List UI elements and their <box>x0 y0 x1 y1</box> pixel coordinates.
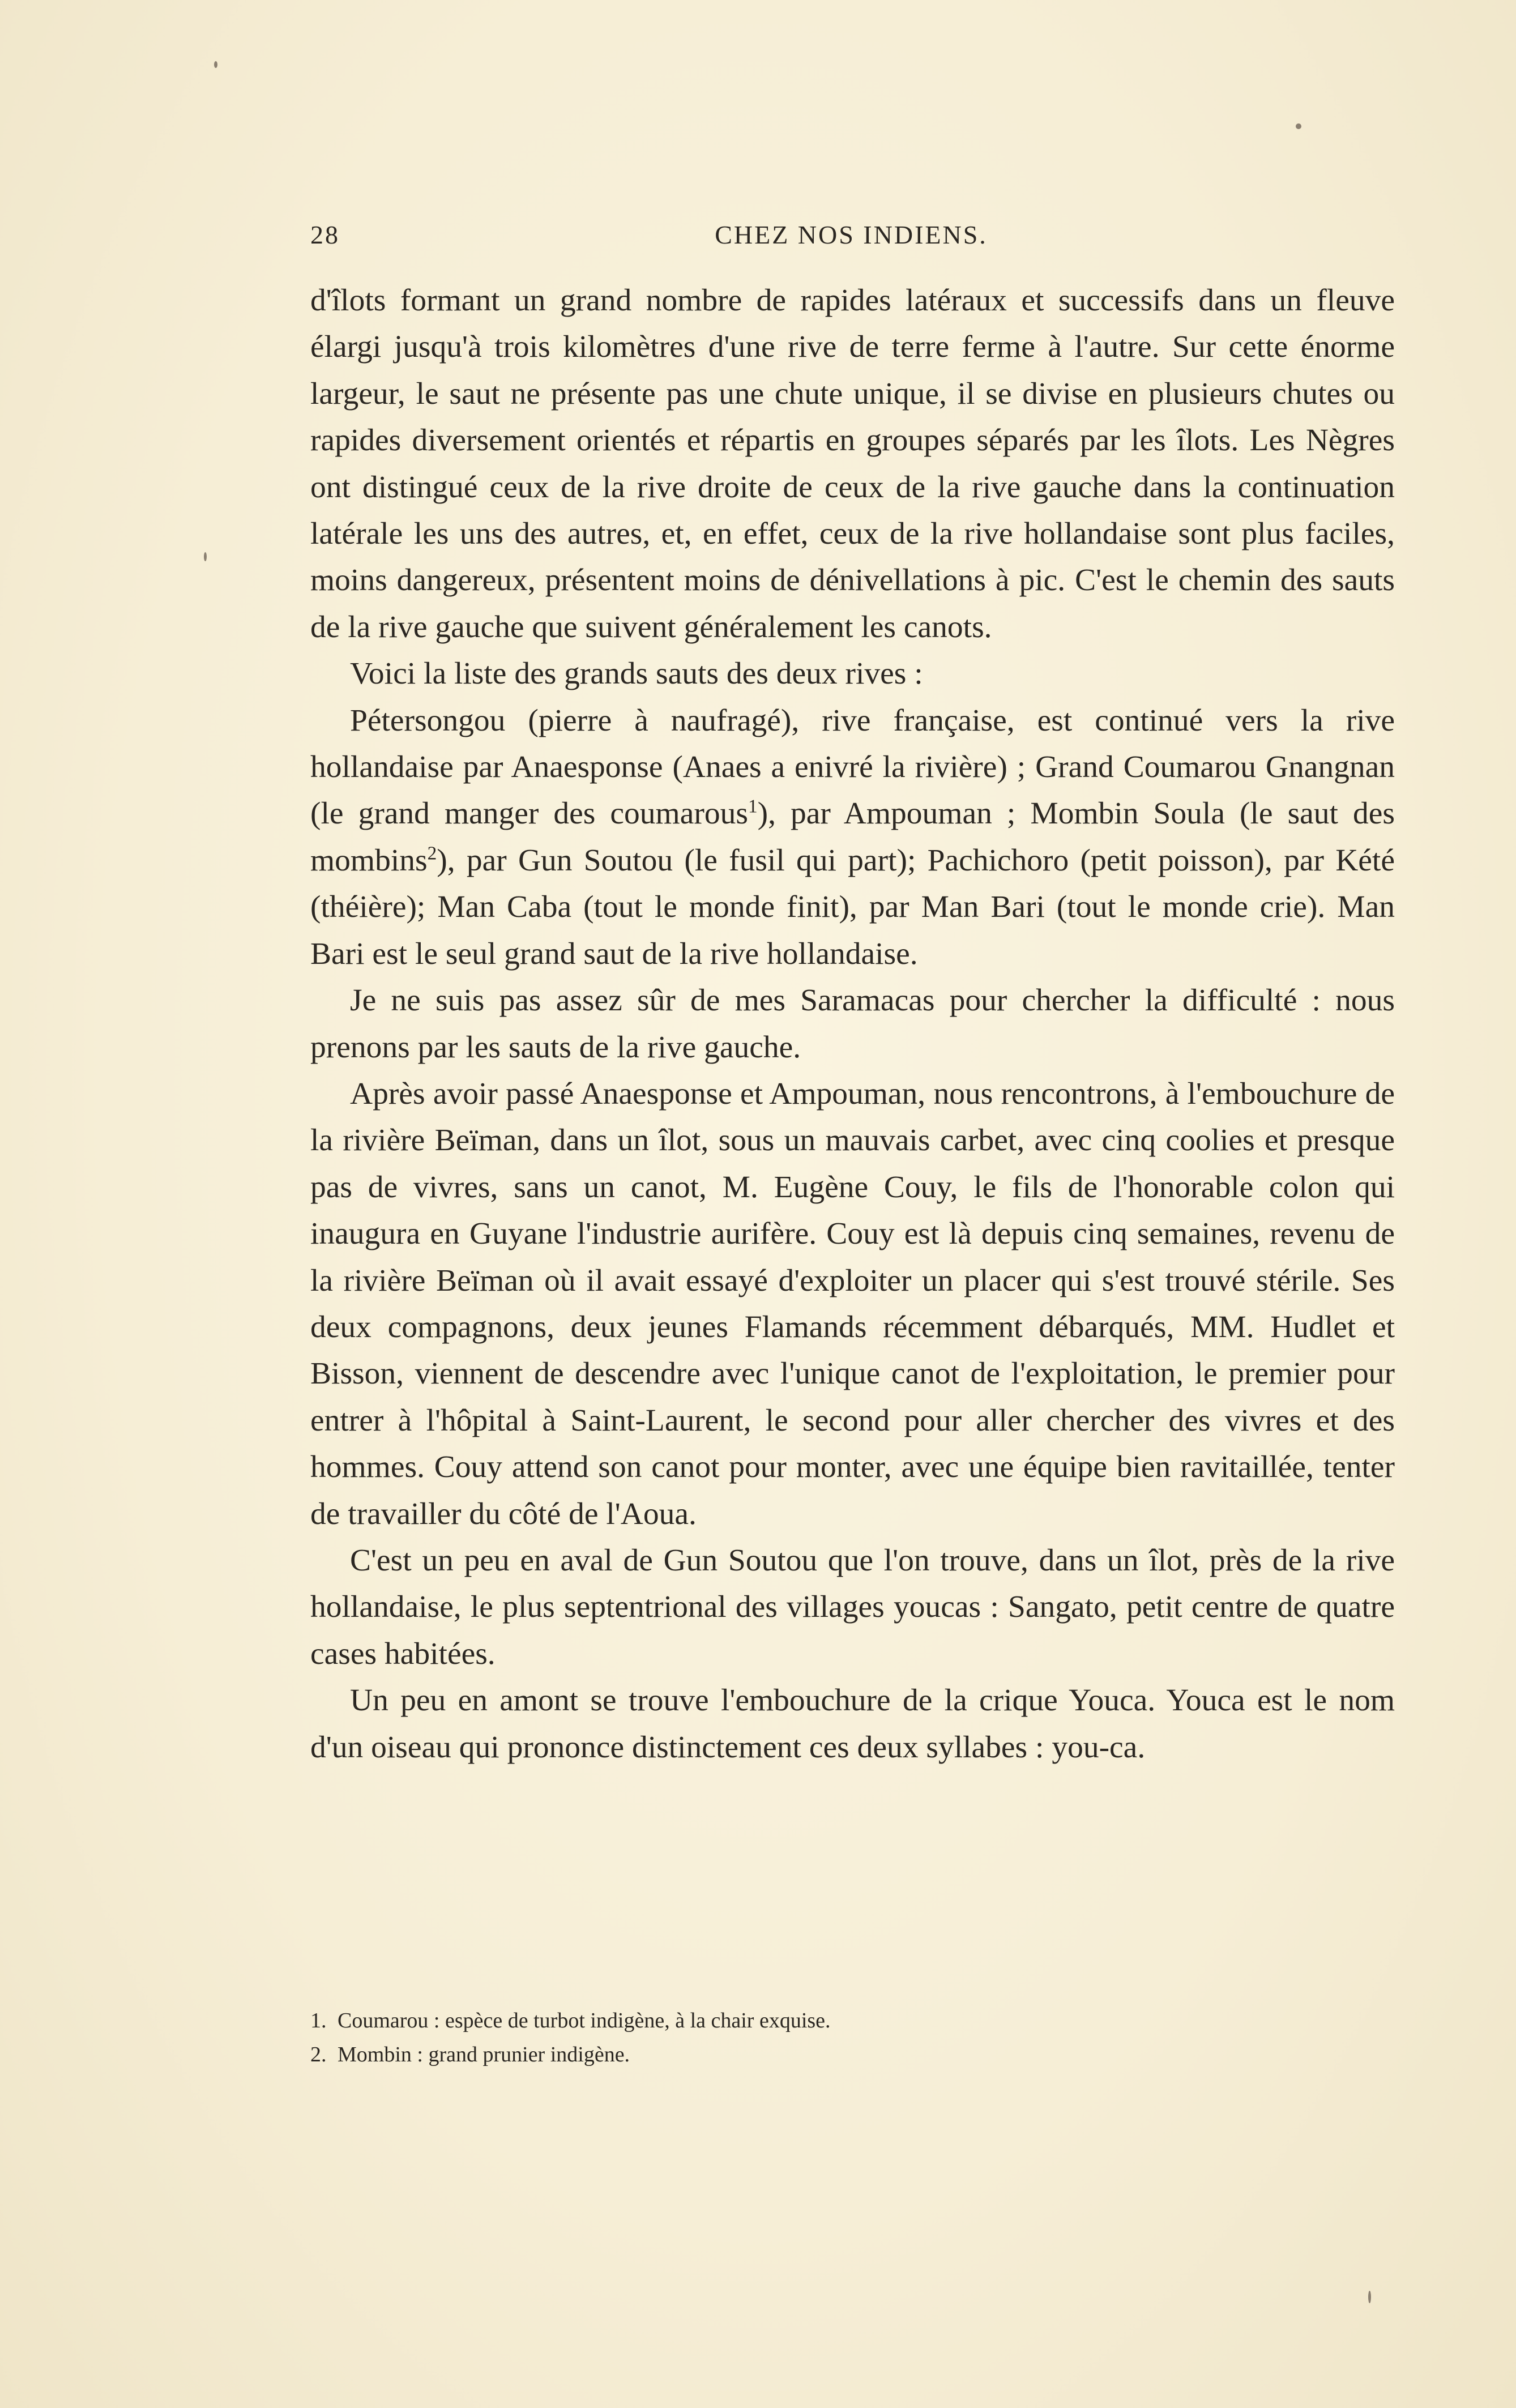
paragraph-text: Pétersongou (pierre à naufragé), rive française, est continué vers la rive hollandaise par Anaesponse (Anaes a enivré la rivière) ; Grand Coumarou Gnangnan (le grand manger des coumarous <box>310 703 1395 831</box>
paragraph-text: ), par Gun Soutou (le fusil qui part); Pachichoro (petit poisson), par Kété (théière); Man Caba (tout le monde finit), par Man Bari (tout le monde crie). Man Bari est le seul grand saut de la rive hollandaise. <box>310 843 1395 971</box>
paragraph-text: Voici la liste des grands sauts des deux rives : <box>350 656 923 691</box>
paragraph-continued <box>310 277 1395 651</box>
running-head <box>310 220 1392 259</box>
paragraph <box>310 1071 1395 1538</box>
footnote-ref-2[interactable]: 2 <box>427 843 437 864</box>
paragraph-text: Je ne suis pas assez sûr de mes Saramacas pour chercher la difficulté : nous prenons par les sauts de la rive gauche. <box>310 983 1395 1065</box>
paper-speck <box>1368 2291 1371 2303</box>
body-text <box>310 277 1395 1771</box>
paragraph <box>310 977 1395 1071</box>
paragraph <box>310 651 1395 697</box>
footnote-ref-1[interactable]: 1 <box>748 796 758 817</box>
footnote-number: 1. <box>310 2009 327 2033</box>
paper-speck <box>204 552 207 561</box>
paragraph-text: Un peu en amont se trouve l'embouchure de la crique Youca. Youca est le nom d'un oiseau qui prononce distinctement ces deux syllabes : you-ca. <box>310 1683 1395 1765</box>
footnotes <box>310 2004 1395 2072</box>
running-title: CHEZ NOS INDIENS. <box>715 220 988 249</box>
footnote-text: Mombin : grand prunier indigène. <box>338 2043 630 2067</box>
paragraph-sauts-list <box>310 698 1395 977</box>
paper-speck <box>1296 123 1301 129</box>
paper-speck <box>214 61 217 68</box>
paragraph-text: C'est un peu en aval de Gun Soutou que l'on trouve, dans un îlot, près de la rive hollandaise, le plus septentrional des villages youcas : Sangato, petit centre de quatre cases habitées. <box>310 1543 1395 1671</box>
footnote-number: 2. <box>310 2043 327 2067</box>
paragraph-text: Après avoir passé Anaesponse et Ampouman, nous rencontrons, à l'embouchure de la rivière Beïman, dans un îlot, sous un mauvais carbet, avec cinq coolies et presque pas de vivres, sans un canot, M. Eugène Couy, le fils de l'honorable colon qui inaugura en Guyane l'industrie aurifère. Couy est là depuis cinq semaines, revenu de la rivière Beïman où il avait essayé d'exploiter un placer qui s'est trouvé stérile. Ses deux compagnons, deux jeunes Flamands récemment débarqués, MM. Hudlet et Bisson, viennent de descendre avec l'unique canot de l'exploitation, le premier pour entrer à l'hôpital à Saint-Laurent, le second pour aller chercher des vivres et des hommes. Couy attend son canot pour monter, avec une équipe bien ravitaillée, tenter de travailler du côté de l'Aoua. <box>310 1076 1395 1531</box>
page-number: 28 <box>310 220 340 249</box>
paragraph <box>310 1677 1395 1771</box>
footnote-2 <box>310 2038 1395 2072</box>
footnote-text: Coumarou : espèce de turbot indigène, à la chair exquise. <box>338 2009 831 2033</box>
footnote-1 <box>310 2004 1395 2038</box>
paragraph <box>310 1538 1395 1677</box>
paragraph-text: ), par Ampouman ; Mombin Soula (le saut des mombins <box>310 796 1395 878</box>
paragraph-text: d'îlots formant un grand nombre de rapides latéraux et successifs dans un fleuve élargi jusqu'à trois kilomètres d'une rive de terre ferme à l'autre. Sur cette énorme largeur, le saut ne présente pas une chute unique, il se divise en plusieurs chutes ou rapides diversement orientés et répartis en groupes séparés par les îlots. Les Nègres ont distingué ceux de la rive droite de ceux de la rive gauche dans la continuation latérale les uns des autres, et, en effet, ceux de la rive hollandaise sont plus faciles, moins dangereux, présentent moins de dénivellations à pic. C'est le chemin des sauts de la rive gauche que suivent généralement les canots. <box>310 283 1395 644</box>
